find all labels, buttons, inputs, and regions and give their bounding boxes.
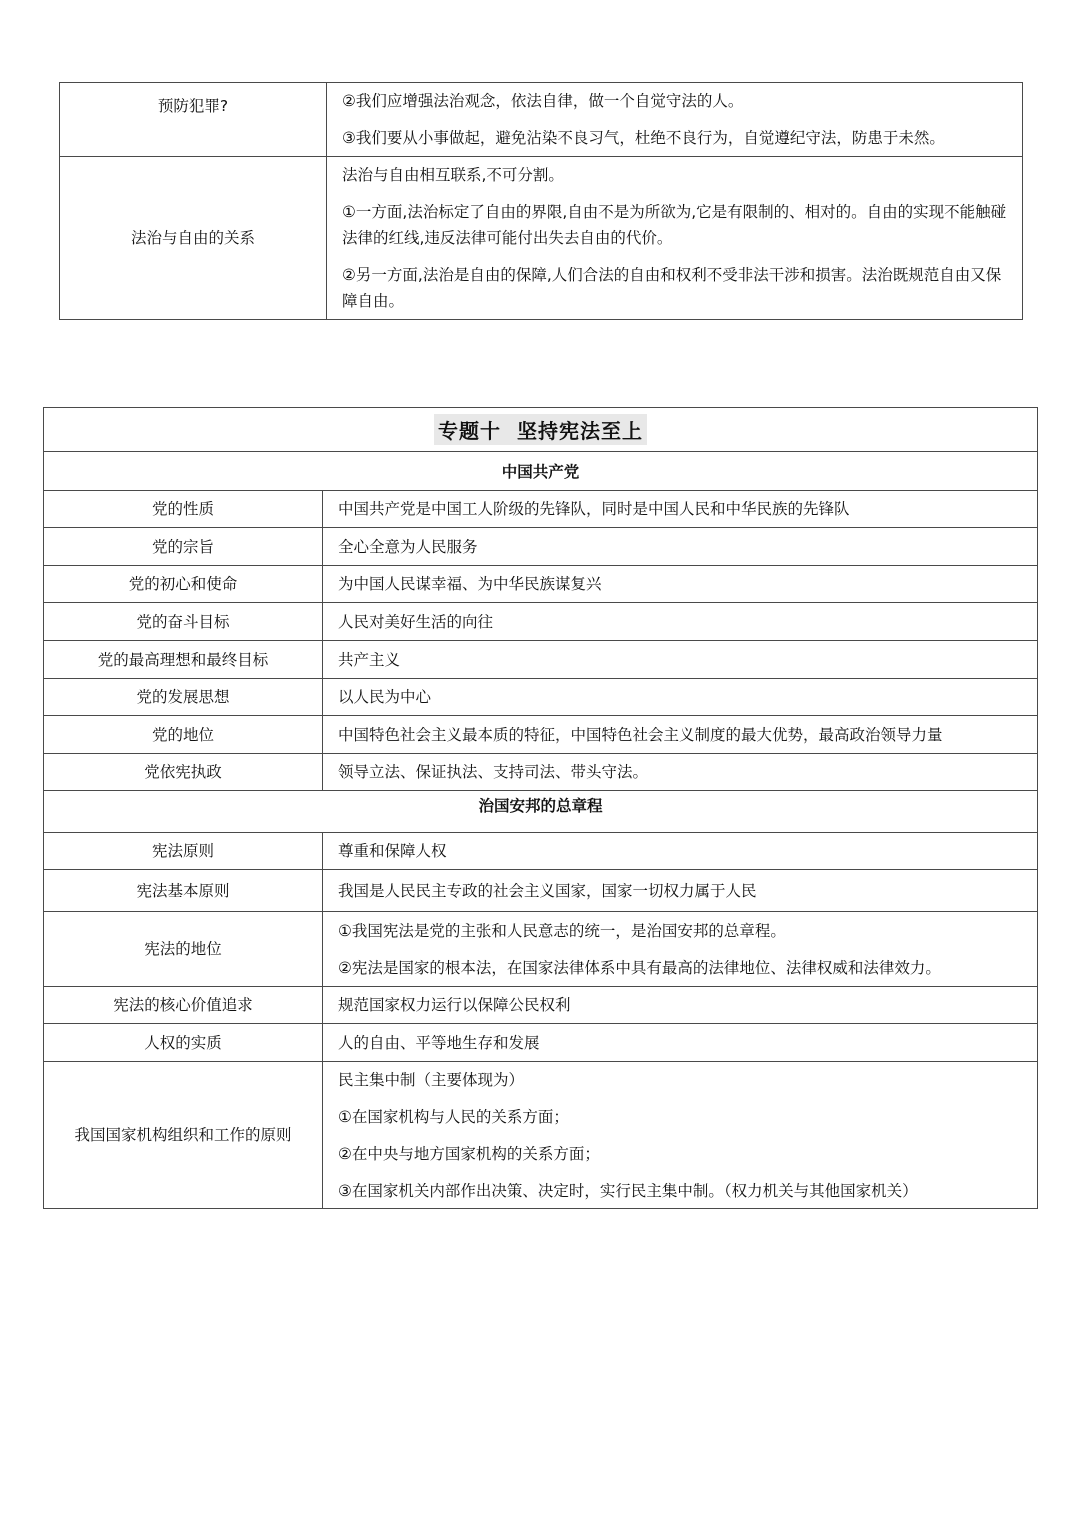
row-label: 党的性质: [44, 491, 323, 528]
content-paragraph: ②宪法是国家的根本法，在国家法律体系中具有最高的法律地位、法律权威和法律效力。: [338, 958, 941, 977]
section-heading: 治国安邦的总章程: [478, 797, 603, 815]
content-paragraph: 民主集中制（主要体现为）: [338, 1070, 525, 1089]
row-content: 尊重和保障人权: [323, 833, 1038, 870]
row-label: 党的发展思想: [44, 679, 323, 716]
row-content: 我国是人民民主专政的社会主义国家，国家一切权力属于人民: [323, 870, 1038, 912]
table-row: [60, 83, 1023, 157]
table-row: [44, 754, 1038, 791]
section-heading-row: [44, 791, 1038, 833]
table-row: [44, 1024, 1038, 1062]
row-label: 党的奋斗目标: [44, 603, 323, 641]
content-paragraph: ③我们要从小事做起，避免沾染不良习气，杜绝不良行为，自觉遵纪守法，防患于未然。: [342, 129, 945, 147]
table-row: [44, 716, 1038, 754]
row-label: 宪法的核心价值追求: [44, 987, 323, 1024]
content-paragraph: ③在国家机关内部作出决策、决定时，实行民主集中制。（权力机关与其他国家机关）: [338, 1181, 918, 1200]
row-label: 宪法基本原则: [44, 870, 323, 912]
table-row: [44, 679, 1038, 716]
row-label: 党的最高理想和最终目标: [44, 641, 323, 679]
table-row: [44, 566, 1038, 603]
section-heading-cell: [44, 791, 1038, 833]
content-paragraph: ②另一方面,法治是自由的保障,人们合法的自由和权利不受非法干涉和损害。法治既规范自由又保障自由。: [342, 266, 1002, 310]
row-label: 宪法的地位: [44, 912, 323, 987]
row-label: 党的宗旨: [44, 528, 323, 566]
table-row: [44, 603, 1038, 641]
topic-ten-table: [43, 407, 1038, 1209]
content-paragraph: ②我们应增强法治观念，依法自律，做一个自觉守法的人。: [342, 92, 744, 110]
content-paragraph: 法治与自由相互联系,不可分割。: [342, 166, 564, 184]
content-paragraph: ②在中央与地方国家机构的关系方面；: [338, 1144, 600, 1163]
content-paragraph: ①一方面,法治标定了自由的界限,自由不是为所欲为,它是有限制的、相对的。自由的实现不能触碰法律的红线,违反法律可能付出失去自由的代价。: [342, 203, 1007, 247]
row-content: [327, 83, 1023, 157]
table-row: [44, 491, 1038, 528]
row-content: [327, 157, 1023, 320]
row-content: 全心全意为人民服务: [323, 528, 1038, 566]
row-content: 中国共产党是中国工人阶级的先锋队，同时是中国人民和中华民族的先锋队: [323, 491, 1038, 528]
content-paragraph: ①在国家机构与人民的关系方面；: [338, 1107, 569, 1126]
table-row: [60, 157, 1023, 320]
row-content: 人的自由、平等地生存和发展: [323, 1024, 1038, 1062]
row-label: 人权的实质: [44, 1024, 323, 1062]
row-content: 中国特色社会主义最本质的特征，中国特色社会主义制度的最大优势，最高政治领导力量: [323, 716, 1038, 754]
row-content: 人民对美好生活的向往: [323, 603, 1038, 641]
table-row: [44, 870, 1038, 912]
top-table: [59, 82, 1023, 320]
row-content: 领导立法、保证执法、支持司法、带头守法。: [323, 754, 1038, 791]
row-content: 共产主义: [323, 641, 1038, 679]
table-row: [44, 641, 1038, 679]
row-content: 规范国家权力运行以保障公民权利: [323, 987, 1038, 1024]
table-row: [44, 987, 1038, 1024]
content-paragraph: ①我国宪法是党的主张和人民意志的统一，是治国安邦的总章程。: [338, 921, 786, 940]
row-label: 党的初心和使命: [44, 566, 323, 603]
row-content: [323, 1062, 1038, 1209]
section-heading: 中国共产党: [501, 463, 580, 481]
row-label: 党依宪执政: [44, 754, 323, 791]
section-heading-cell: [44, 452, 1038, 491]
row-content: 以人民为中心: [323, 679, 1038, 716]
table-row: [44, 528, 1038, 566]
row-label: 宪法原则: [44, 833, 323, 870]
row-label: 法治与自由的关系: [60, 157, 327, 320]
section-heading-row: [44, 452, 1038, 491]
row-label: 预防犯罪?: [60, 83, 327, 157]
table-row: [44, 912, 1038, 987]
title-row: [44, 408, 1038, 452]
row-label: 我国国家机构组织和工作的原则: [44, 1062, 323, 1209]
table-row: [44, 1062, 1038, 1209]
row-label: 党的地位: [44, 716, 323, 754]
table-row: [44, 833, 1038, 870]
row-content: 为中国人民谋幸福、为中华民族谋复兴: [323, 566, 1038, 603]
table-title-cell: [44, 408, 1038, 452]
table-title: 专题十 坚持宪法至上: [434, 414, 647, 445]
row-content: [323, 912, 1038, 987]
